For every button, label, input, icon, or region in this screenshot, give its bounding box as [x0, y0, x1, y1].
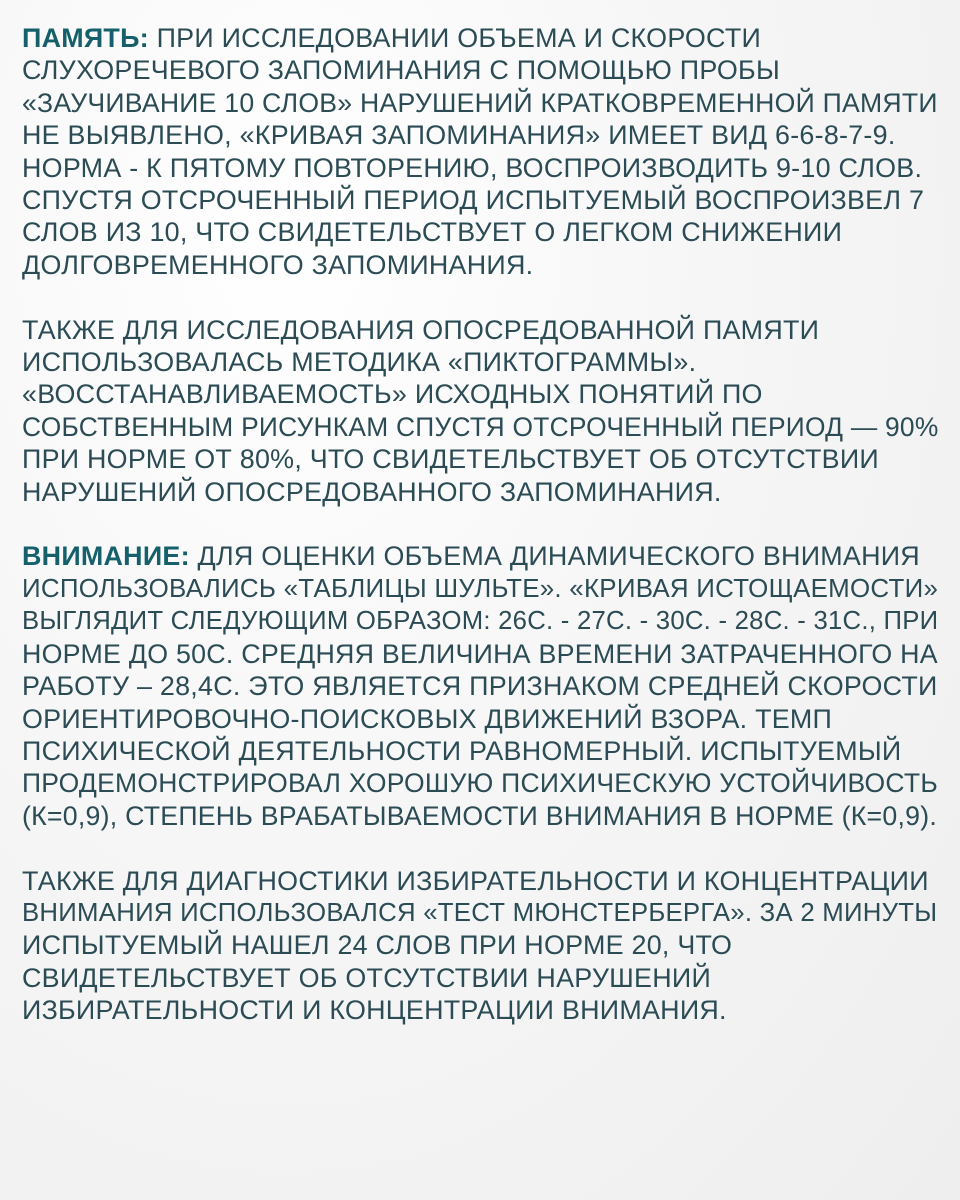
mediated-memory-paragraph	[22, 314, 942, 508]
memory-paragraph	[22, 22, 942, 281]
text-line: ПРОДЕМОНСТРИРОВАЛ ХОРОШУЮ ПСИХИЧЕСКУЮ УСТОЙЧИВОСТЬ	[22, 768, 938, 799]
text-line: ПРИ НОРМЕ ОТ 80%, ЧТО СВИДЕТЕЛЬСТВУЕТ ОБ ОТСУТСТВИИ	[22, 444, 879, 475]
text-line: «ВОССТАНАВЛИВАЕМОСТЬ» ИСХОДНЫХ ПОНЯТИЙ ПО	[22, 379, 763, 410]
memory-heading: ПАМЯТЬ:	[22, 23, 149, 53]
text-line: ПСИХИЧЕСКОЙ ДЕЯТЕЛЬНОСТИ РАВНОМЕРНЫЙ. ИСПЫТУЕМЫЙ	[22, 735, 902, 766]
text-line: ОРИЕНТИРОВОЧНО-ПОИСКОВЫХ ДВИЖЕНИЙ ВЗОРА. ТЕМП	[22, 703, 833, 734]
text-line	[22, 540, 942, 572]
text-span: ПРИ ИССЛЕДОВАНИИ ОБЪЕМА И СКОРОСТИ	[148, 23, 762, 53]
text-line: ВЫГЛЯДИТ СЛЕДУЮЩИМ ОБРАЗОМ: 26С. - 27С. - 30С. - 28С. - 31С., ПРИ	[22, 607, 939, 636]
text-line: ТАКЖЕ ДЛЯ ДИАГНОСТИКИ ИЗБИРАТЕЛЬНОСТИ И КОНЦЕНТРАЦИИ	[22, 865, 929, 896]
text-line: СВИДЕТЕЛЬСТВУЕТ ОБ ОТСУТСТВИИ НАРУШЕНИЙ	[22, 962, 712, 993]
text-line: СОБСТВЕННЫМ РИСУНКАМ СПУСТЯ ОТСРОЧЕННЫЙ ПЕРИОД — 90%	[22, 411, 939, 442]
text-line: НОРМЕ ДО 50С. СРЕДНЯЯ ВЕЛИЧИНА ВРЕМЕНИ ЗАТРАЧЕННОГО НА	[22, 638, 938, 669]
text-line: НЕ ВЫЯВЛЕНО, «КРИВАЯ ЗАПОМИНАНИЯ» ИМЕЕТ ВИД 6-6-8-7-9.	[22, 120, 896, 151]
text-line: НОРМА - К ПЯТОМУ ПОВТОРЕНИЮ, ВОСПРОИЗВОДИТЬ 9-10 СЛОВ.	[22, 152, 923, 183]
text-line: ИЗБИРАТЕЛЬНОСТИ И КОНЦЕНТРАЦИИ ВНИМАНИЯ.	[22, 995, 727, 1026]
text-line: РАБОТУ – 28,4С. ЭТО ЯВЛЯЕТСЯ ПРИЗНАКОМ СРЕДНЕЙ СКОРОСТИ	[22, 671, 938, 702]
text-line: ИСПЫТУЕМЫЙ НАШЕЛ 24 СЛОВ ПРИ НОРМЕ 20, ЧТО	[22, 930, 733, 961]
text-line: ИСПОЛЬЗОВАЛИСЬ «ТАБЛИЦЫ ШУЛЬТЕ». «КРИВАЯ ИСТОЩАЕМОСТИ»	[22, 574, 939, 603]
text-line: ВНИМАНИЯ ИСПОЛЬЗОВАЛСЯ «ТЕСТ МЮНСТЕРБЕРГА». ЗА 2 МИНУТЫ	[22, 898, 938, 927]
attention-heading: ВНИМАНИЕ:	[22, 541, 190, 572]
attention-paragraph	[22, 540, 942, 832]
selectivity-paragraph	[22, 865, 942, 1027]
document-body	[22, 22, 942, 1059]
text-line: ДОЛГОВРЕМЕННОГО ЗАПОМИНАНИЯ.	[22, 249, 534, 280]
text-line: (К=0,9), СТЕПЕНЬ ВРАБАТЫВАЕМОСТИ ВНИМАНИЯ В НОРМЕ (К=0,9).	[22, 800, 938, 831]
text-line: ИСПОЛЬЗОВАЛАСЬ МЕТОДИКА «ПИКТОГРАММЫ».	[22, 347, 697, 378]
text-line: СЛУХОРЕЧЕВОГО ЗАПОМИНАНИЯ С ПОМОЩЬЮ ПРОБЫ	[22, 55, 780, 86]
text-span: ДЛЯ ОЦЕНКИ ОБЪЕМА ДИНАМИЧЕСКОГО ВНИМАНИЯ	[189, 541, 920, 572]
text-line: СПУСТЯ ОТСРОЧЕННЫЙ ПЕРИОД ИСПЫТУЕМЫЙ ВОСПРОИЗВЕЛ 7	[22, 185, 925, 216]
text-line: «ЗАУЧИВАНИЕ 10 СЛОВ» НАРУШЕНИЙ КРАТКОВРЕМЕННОЙ ПАМЯТИ	[22, 87, 938, 118]
text-line: ТАКЖЕ ДЛЯ ИССЛЕДОВАНИЯ ОПОСРЕДОВАННОЙ ПАМЯТИ	[22, 314, 820, 345]
text-line	[22, 22, 942, 54]
text-line: НАРУШЕНИЙ ОПОСРЕДОВАННОГО ЗАПОМИНАНИЯ.	[22, 476, 722, 507]
text-line: СЛОВ ИЗ 10, ЧТО СВИДЕТЕЛЬСТВУЕТ О ЛЕГКОМ СНИЖЕНИИ	[22, 217, 843, 248]
